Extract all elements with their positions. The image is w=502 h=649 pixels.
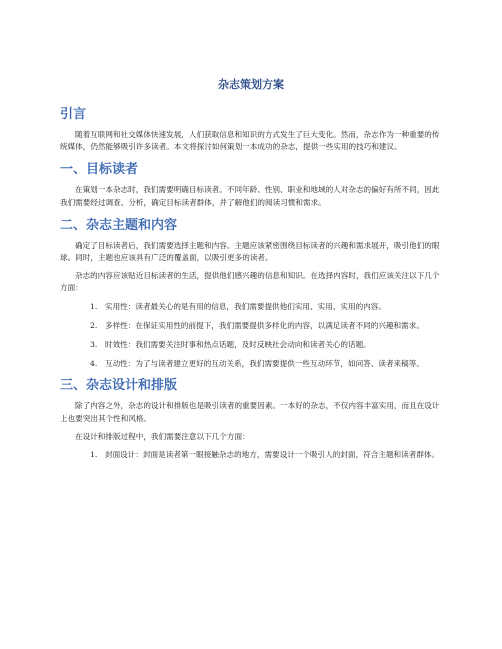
paragraph: 杂志的内容应该贴近目标读者的生活，提供他们感兴趣的信息和知识。在选择内容时，我们应该关注以下几个方面： [60,271,440,293]
paragraph: 随着互联网和社交媒体快速发展，人们获取信息和知识的方式发生了巨大变化。然而，杂志作为一种重要的传统媒体，仍然能够吸引许多读者。本文将探讨如何策划一本成功的杂志，提供一些实用的技巧和建议。 [60,130,440,152]
paragraph: 除了内容之外，杂志的设计和排版也是吸引读者的重要因素。一本好的杂志，不仅内容丰富实用，而且在设计上也要突出其个性和风格。 [60,401,440,423]
list-item-text: 互动性：为了与读者建立更好的互动关系，我们需要提供一些互动环节，如问答、读者来稿等。 [105,359,424,369]
list-item [60,358,442,370]
list-item [60,320,442,332]
document-title: 杂志策划方案 [218,78,284,91]
list-item-text: 实用性：读者最关心的是有用的信息，我们需要提供他们实用、实用、实用的内容。 [105,301,386,311]
design-criteria-list [60,449,442,461]
section-heading: 引言 [60,107,87,122]
paragraph: 在策划一本杂志时，我们需要明确目标读者。不同年龄、性别、职业和地域的人对杂志的偏好有所不同，因此我们需要经过调查、分析，确定目标读者群体，并了解他们的阅读习惯和需求。 [60,185,440,207]
list-item-number: 3. [90,340,98,350]
list-item-text: 多样性：在保证实用性的前提下，我们需要提供多样化的内容，以满足读者不同的兴趣和需求。 [105,320,424,330]
section-heading: 三、杂志设计和排版 [60,378,178,394]
paragraph: 确定了目标读者后，我们需要选择主题和内容。主题应该紧密围绕目标读者的兴趣和需求展开，吸引他们的眼球。同时，主题也应该具有广泛的覆盖面，以吸引更多的读者。 [60,240,440,263]
list-item [60,449,442,461]
section-heading: 二、杂志主题和内容 [60,217,178,233]
list-item-number: 1. [90,301,98,311]
list-item-text: 时效性：我们需要关注时事和热点话题，及时反映社会动向和读者关心的话题。 [105,340,371,350]
section-intro [60,106,442,153]
list-item-number: 2. [90,320,98,330]
section-design-layout [60,377,442,461]
content-criteria-list [60,301,442,371]
section-theme-content [60,217,442,371]
list-item [60,301,442,313]
list-item-number: 1. [90,450,98,460]
list-item [60,339,442,351]
section-target-readers [60,161,442,208]
list-item-number: 4. [90,359,98,369]
paragraph: 在设计和排版过程中，我们需要注意以下几个方面： [75,431,250,441]
list-item-text: 封面设计：封面是读者第一眼接触杂志的地方，需要设计一个吸引人的封面，符合主题和读者群体。 [105,450,440,460]
section-heading: 一、目标读者 [60,162,139,178]
